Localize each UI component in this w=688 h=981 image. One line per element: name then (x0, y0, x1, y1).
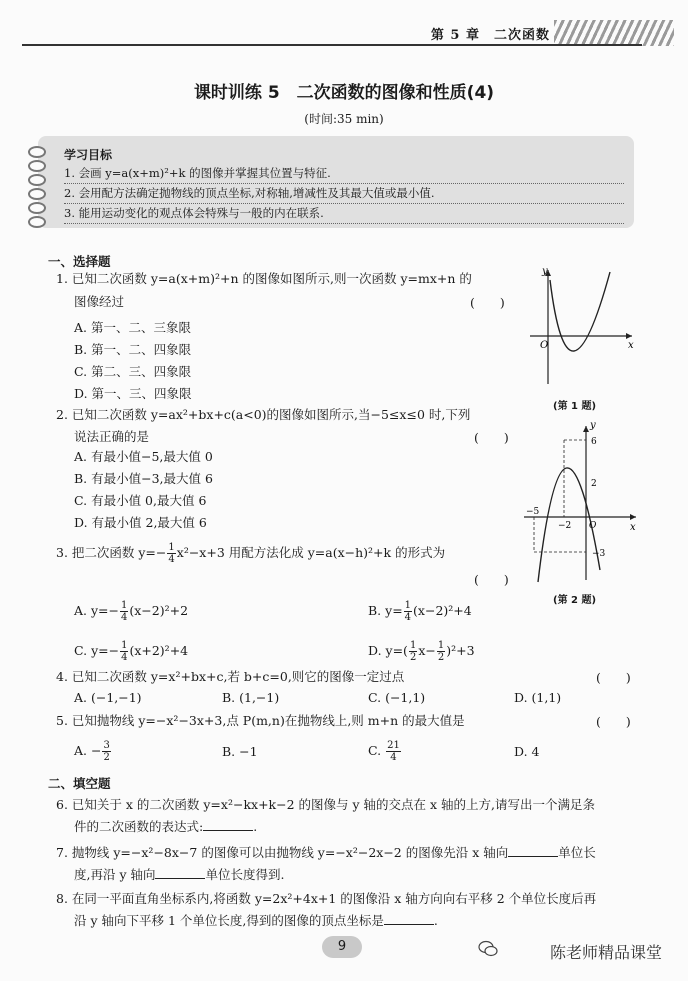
binder-ring (28, 174, 46, 186)
q1-figure (520, 266, 640, 386)
q3-post: x²−x+3 用配方法化成 y=a(x−h)²+k 的形式为 (176, 545, 446, 560)
q5-answer-paren[interactable]: ( ) (596, 714, 631, 729)
q2-option-a[interactable]: A. 有最小值−5,最大值 0 (74, 449, 213, 464)
tick-neg3: −3 (592, 549, 606, 559)
q7-blank-1[interactable] (508, 856, 558, 857)
q1-line1: 1. 已知二次函数 y=a(x+m)²+n 的图像如图所示,则一次函数 y=mx+n 的 (56, 271, 472, 286)
page-title: 课时训练 5 二次函数的图像和性质(4) (193, 83, 495, 103)
tick-2: 2 (591, 479, 597, 489)
q1-option-d[interactable]: D. 第一、三、四象限 (74, 386, 192, 401)
q3-option-d[interactable]: D. y=( $\frac{1}{2}$ x− $\frac{1}{2}$ )²+3 (368, 640, 475, 663)
goals-heading: 学习目标 (64, 148, 113, 162)
goal-item: 3. 能用运动变化的观点体会特殊与一般的内在联系. (64, 205, 624, 224)
q3-fraction: $\frac{1}{4}$ (168, 542, 175, 565)
q2-line1: 2. 已知二次函数 y=ax²+bx+c(a<0)的图像如图所示,当−5≤x≤0 时,下列 (56, 407, 471, 422)
watermark: 陈老师精品课堂 (549, 943, 662, 962)
header-stripes (554, 20, 674, 46)
q3-option-c[interactable]: C. y=− $\frac{1}{4}$ (x+2)²+4 (74, 640, 189, 663)
q7-line2: 度,再沿 y 轴向 单位长度得到. (74, 867, 285, 882)
q8-blank[interactable] (384, 924, 434, 925)
x-axis-arrow (626, 333, 632, 339)
q6-line1: 6. 已知关于 x 的二次函数 y=x²−kx+k−2 的图像与 y 轴的交点在 x 轴的上方,请写出一个满足条 (56, 797, 595, 812)
q1-caption: (第 1 题) (553, 401, 597, 412)
chapter-header: 第 5 章 二次函数 (430, 28, 550, 43)
q5-option-c[interactable]: C. $\frac{21}{4}$ (368, 740, 400, 763)
q5-line: 5. 已知抛物线 y=−x²−3x+3,点 P(m,n)在抛物线上,则 m+n 的最大值是 (56, 713, 465, 728)
q3-line (56, 542, 445, 565)
q1-option-c[interactable]: C. 第二、三、四象限 (74, 364, 192, 379)
section-choice: 一、选择题 (48, 254, 111, 269)
q3-option-a[interactable]: A. y=− $\frac{1}{4}$ (x−2)²+2 (74, 600, 189, 623)
x-label: x (630, 522, 636, 533)
q1-option-b[interactable]: B. 第一、二、四象限 (74, 342, 192, 357)
q7-line1: 7. 抛物线 y=−x²−8x−7 的图像可以由抛物线 y=−x²−2x−2 的图像先沿 x 轴向 单位长 (56, 845, 596, 860)
section-fill-blank: 二、填空题 (48, 776, 111, 791)
goal-item: 1. 会画 y=a(x+m)²+k 的图像并掌握其位置与特征. (64, 165, 624, 184)
q7-blank-2[interactable] (155, 878, 205, 879)
q4-option-a[interactable]: A. (−1,−1) (74, 690, 142, 705)
q2-option-c[interactable]: C. 有最小值 0,最大值 6 (74, 493, 207, 508)
q4-option-d[interactable]: D. (1,1) (514, 690, 562, 705)
q5-option-b[interactable]: B. −1 (222, 744, 258, 759)
binder-ring (28, 202, 46, 214)
header-rule (22, 44, 642, 46)
binder-ring (28, 188, 46, 200)
binder-ring (28, 160, 46, 172)
time-limit: (时间:35 min) (304, 112, 384, 126)
x-label: x (628, 340, 634, 351)
wechat-icon (478, 940, 498, 958)
q1-option-a[interactable]: A. 第一、二、三象限 (74, 320, 191, 335)
goal-item: 2. 会用配方法确定抛物线的顶点坐标,对称轴,增减性及其最大值或最小值. (64, 185, 624, 204)
y-label: y (590, 420, 596, 431)
y-axis-arrow (583, 426, 589, 432)
q5-option-d[interactable]: D. 4 (514, 744, 540, 759)
q6-line2: 件的二次函数的表达式: . (74, 819, 258, 834)
q2-option-d[interactable]: D. 有最小值 2,最大值 6 (74, 515, 207, 530)
q3-pre: 3. 把二次函数 y=− (56, 545, 167, 560)
tick-6: 6 (591, 437, 597, 447)
q2-figure (520, 420, 644, 588)
tick-neg5: −5 (526, 507, 540, 517)
q2-caption: (第 2 题) (553, 595, 597, 606)
q2-option-b[interactable]: B. 有最小值−3,最大值 6 (74, 471, 213, 486)
q3-answer-paren[interactable]: ( ) (474, 572, 509, 587)
origin-label: O (540, 340, 549, 351)
q4-answer-paren[interactable]: ( ) (596, 670, 631, 685)
tick-neg2: −2 (558, 521, 572, 531)
q5-option-a[interactable]: A. − $\frac{3}{2}$ (74, 740, 110, 763)
q4-line: 4. 已知二次函数 y=x²+bx+c,若 b+c=0,则它的图像一定过点 (56, 669, 405, 684)
q8-line2: 沿 y 轴向下平移 1 个单位长度,得到的图像的顶点坐标是 . (74, 913, 438, 928)
q4-option-b[interactable]: B. (1,−1) (222, 690, 280, 705)
page-number: 9 (322, 936, 362, 958)
q3-option-b[interactable]: B. y= $\frac{1}{4}$ (x−2)²+4 (368, 600, 472, 623)
x-axis-arrow (630, 514, 636, 520)
q4-option-c[interactable]: C. (−1,1) (368, 690, 426, 705)
q2-answer-paren[interactable]: ( ) (474, 430, 509, 445)
y-label: y (542, 266, 548, 277)
binder-ring (28, 146, 46, 158)
origin-label: O (589, 521, 597, 531)
q1-line2: 图像经过 (74, 294, 125, 309)
binder-ring (28, 216, 46, 228)
parabola (550, 272, 610, 351)
q1-answer-paren[interactable]: ( ) (470, 295, 505, 310)
q2-line2: 说法正确的是 (74, 429, 150, 444)
q8-line1: 8. 在同一平面直角坐标系内,将函数 y=2x²+4x+1 的图像沿 x 轴方向向右平移 2 个单位长度后再 (56, 891, 597, 906)
q6-blank[interactable] (203, 830, 253, 831)
